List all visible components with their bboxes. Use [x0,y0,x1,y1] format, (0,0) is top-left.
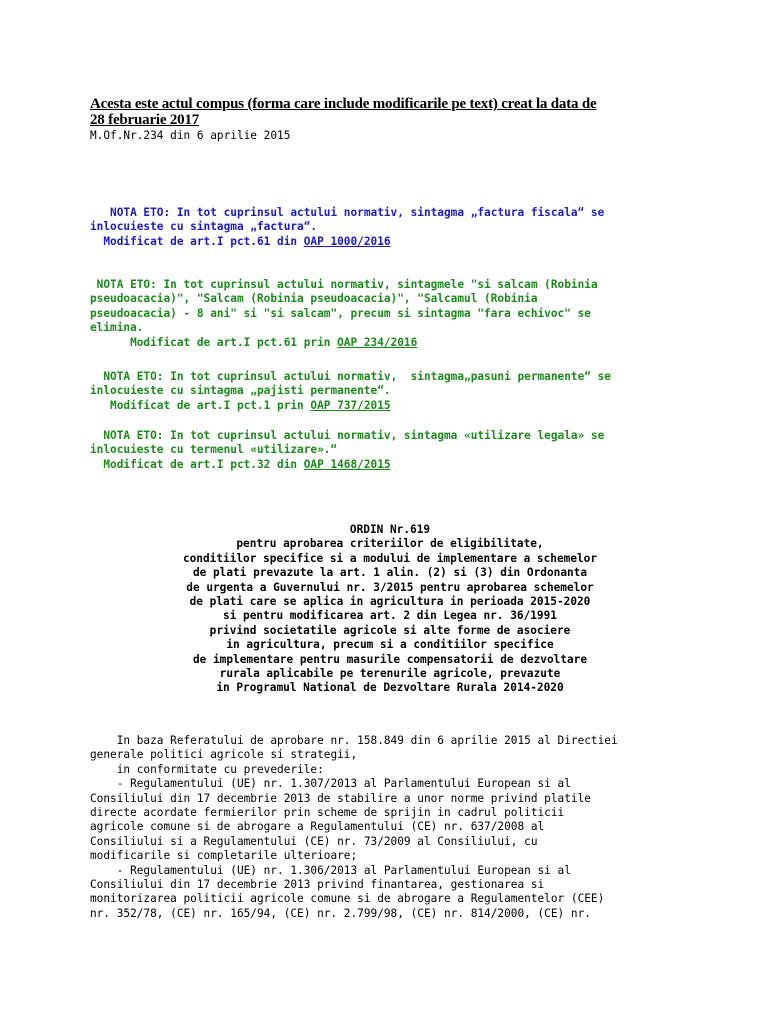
body-line: nr. 352/78, (CE) nr. 165/94, (CE) nr. 2.799/98, (CE) nr. 814/2000, (CE) nr. [90,906,591,920]
note-factura [90,206,604,249]
note-text-line-3: pseudoacacia) - 8 ani" si "si salcam", precum si sintagma "fara echivoc" se [90,306,591,320]
note-label: NOTA ETO: [90,370,171,383]
header-line-1: Acesta este actul compus (forma care include modificarile pe text) creat la data de [90,96,597,112]
body-text [90,734,618,921]
ordin-line: rurala aplicabile pe terenurile agricole, prevazute [219,667,561,681]
ordin-line: conditiilor specifice si a modului de implementare a schemelor [182,551,598,565]
modification-text: Modificat de art.I pct.32 din [90,457,304,471]
header-line-2: 28 februarie 2017 [90,112,200,128]
body-line: Consiliului din 17 decembrie 2013 privind finantarea, gestionarea si [90,878,545,892]
body-line: generale politici agricole si strategii, [90,748,358,762]
note-label: NOTA ETO: [90,278,164,291]
ordin-title: ORDIN Nr.619 [349,523,431,536]
link-oap-737-2015[interactable]: OAP 737/2015 [310,398,391,412]
note-label: NOTA ETO: [90,206,177,219]
body-line: Consiliului si a Regulamentului (CE) nr. 73/2009 al Consiliului, cu [90,834,538,848]
ordin-line: si pentru modificarea art. 2 din Legea nr. 36/1991 [223,609,557,623]
note-text-line-4: elimina. [90,321,144,335]
note-text-line-1: In tot cuprinsul actului normativ, sintagma „factura fiscala“ se [176,206,605,219]
ordin-line: privind societatile agricole si alte forme de asociere [209,623,571,637]
ordin-line: in Programul National de Dezvoltare Rurala 2014-2020 [216,681,564,695]
note-label: NOTA ETO: [90,429,171,442]
body-line: Consiliului din 17 decembrie 2013 de stabilire a unor norme privind platile [90,791,591,805]
ordin-line: de implementare pentru masurile compensatorii de dezvoltare [192,652,588,666]
link-oap-234-2016[interactable]: OAP 234/2016 [337,335,418,349]
ordin-line: pentru aprobarea criteriilor de eligibilitate, [236,537,544,551]
body-line: agricole comune si de abrogare a Regulamentului (CE) nr. 637/2008 al [90,820,545,834]
modification-text: Modificat de art.I pct.61 din [90,234,304,248]
note-text-line-1: In tot cuprinsul actului normativ, sintagmele "si salcam (Robinia [163,278,598,291]
ordin-title-block [90,523,690,696]
link-oap-1000-2016[interactable]: OAP 1000/2016 [303,234,391,248]
document-header [90,96,596,128]
body-line: - Regulamentului (UE) nr. 1.307/2013 al Parlamentului European si al [90,777,571,791]
note-text-line-2: inlocuieste cu sintagma „pajisti permanente“. [90,384,391,398]
note-text-line-2: inlocuieste cu termenul «utilizare».“ [90,443,338,457]
note-utilizare-legala [90,429,604,472]
ordin-line: in agricultura, precum si a conditiilor specifice [226,638,554,652]
ordin-line: de plati care se aplica in agricultura in perioada 2015-2020 [189,595,591,609]
note-text-line-1: In tot cuprinsul actului normativ, sintagma„pasuni permanente“ se [170,370,611,383]
note-text-line-2: pseudoacacia)", "Salcam (Robinia pseudoacacia)", "Salcamul (Robinia [90,292,538,306]
monitor-oficial-reference: M.Of.Nr.234 din 6 aprilie 2015 [90,129,291,142]
note-text-line-2: inlocuieste cu sintagma „factura“. [90,220,318,234]
body-line: monitorizarea politicii agricole comune si de abrogare a Regulamentelor (CEE) [90,892,605,906]
ordin-line: de urgenta a Guvernului nr. 3/2015 pentru aprobarea schemelor [186,580,594,594]
modification-text: Modificat de art.I pct.61 prin [90,335,338,349]
note-text-line-1: In tot cuprinsul actului normativ, sintagma «utilizare legala» se [170,429,605,442]
modification-text: Modificat de art.I pct.1 prin [90,398,311,412]
body-line: directe acordate fermierilor prin scheme de sprijin in cadrul politicii [90,806,565,820]
note-salcam [90,278,598,350]
link-oap-1468-2015[interactable]: OAP 1468/2015 [303,457,391,471]
note-pasuni-permanente [90,370,611,413]
body-line: modificarile si completarile ulterioare; [90,849,358,863]
ordin-line: de plati prevazute la art. 1 alin. (2) si (3) din Ordonanta [192,566,588,580]
body-line: - Regulamentului (UE) nr. 1.306/2013 al Parlamentului European si al [90,863,571,877]
body-line: in conformitate cu prevederile: [90,762,324,776]
body-line: In baza Referatului de aprobare nr. 158.849 din 6 aprilie 2015 al Directiei [90,734,618,747]
